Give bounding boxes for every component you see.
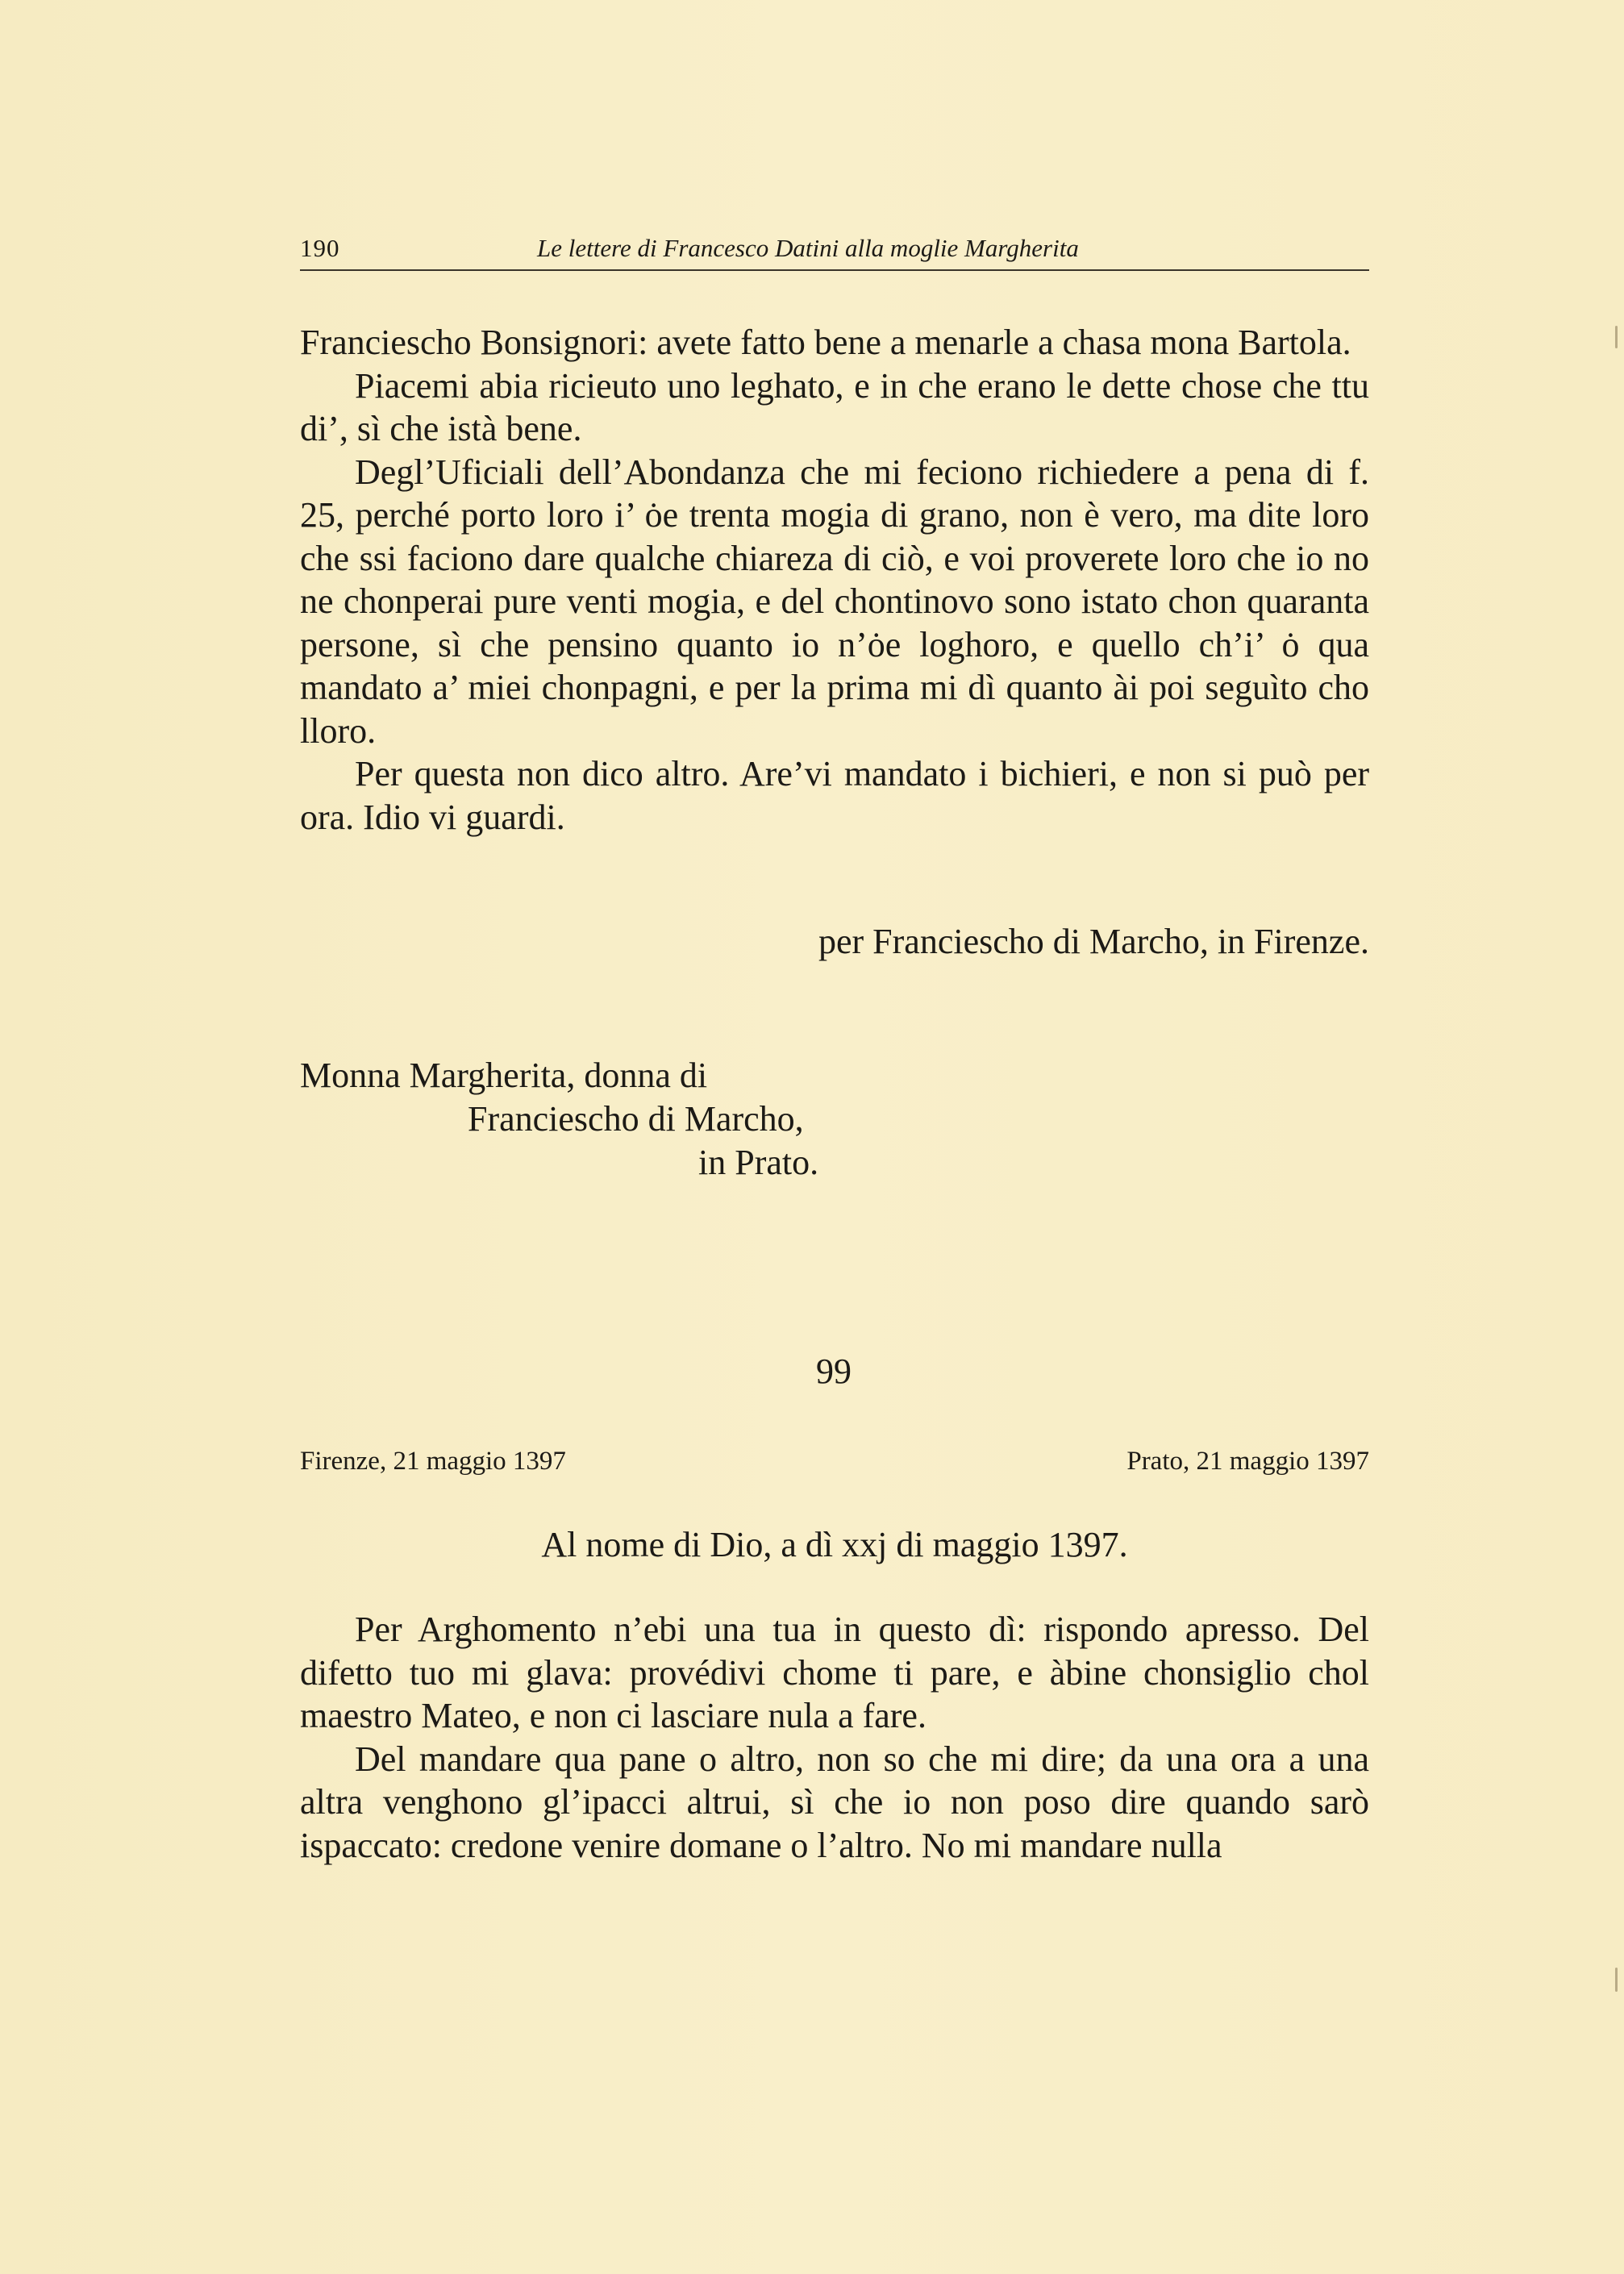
- page-edge-mark: [1615, 326, 1618, 348]
- paragraph: Franciescho Bonsignori: avete fatto bene a menarle a chasa mona Bartola.: [300, 323, 1351, 362]
- paragraph: Degl’Uficiali dell’Abondanza che mi feciono richiedere a pena di f. 25, perché porto loro i’ ȯe trenta mogia di grano, non è vero, ma dite loro che ssi faciono dare qualche chiareza di ciò, e voi proverete loro che io no ne chonperai pure venti mogia, e del chontinovo sono istato chon quaranta persone, sì che pensino quanto io n’ȯe loghoro, e quello ch’i’ ȯ qua mandato a’ miei chonpagni, e per la prima mi dì quanto ài poi seguìto cho lloro.: [300, 452, 1369, 751]
- paragraph: Piacemi abia ricieuto uno leghato, e in che erano le dette chose che ttu di’, sì che istà bene.: [300, 365, 1369, 448]
- place-date-from: Firenze, 21 maggio 1397: [300, 1447, 566, 1476]
- paragraph: Per questa non dico altro. Are’vi mandato i bichieri, e non si può per ora. Idio vi guardi.: [300, 754, 1369, 837]
- running-header: [300, 229, 1369, 271]
- paragraph: Del mandare qua pane o altro, non so che mi dire; da una ora a una altra venghono gl’ipacci altrui, sì che io non poso dire quando sarò ispaccato: credone venire domane o l’altro. No mi mandare nulla: [300, 1739, 1369, 1865]
- paragraph: Per Arghomento n’ebi una tua in questo dì: rispondo apresso. Del difetto tuo mi glava: provédivi chome ti pare, e àbine chonsiglio chol maestro Mateo, e non ci lasciare nula a fare.: [300, 1610, 1369, 1735]
- page-edge-mark: [1615, 1968, 1618, 1992]
- letter-number: 99: [816, 1351, 852, 1391]
- running-title: Le lettere di Francesco Datini alla moglie Margherita: [537, 234, 1079, 262]
- address-line-1: Monna Margherita, donna di: [300, 1056, 708, 1095]
- letter-salutation: Al nome di Dio, a dì xxj di maggio 1397.: [541, 1525, 1128, 1564]
- address-line-2: Franciescho di Marcho,: [468, 1099, 804, 1139]
- letter-99-body: [300, 1608, 1369, 1867]
- letter-98-body: [300, 321, 1369, 839]
- address-line-3: in Prato.: [698, 1143, 819, 1182]
- page-number: 190: [300, 234, 340, 262]
- letter-signature: per Franciescho di Marcho, in Firenze.: [818, 922, 1369, 961]
- place-date-to: Prato, 21 maggio 1397: [1126, 1447, 1369, 1476]
